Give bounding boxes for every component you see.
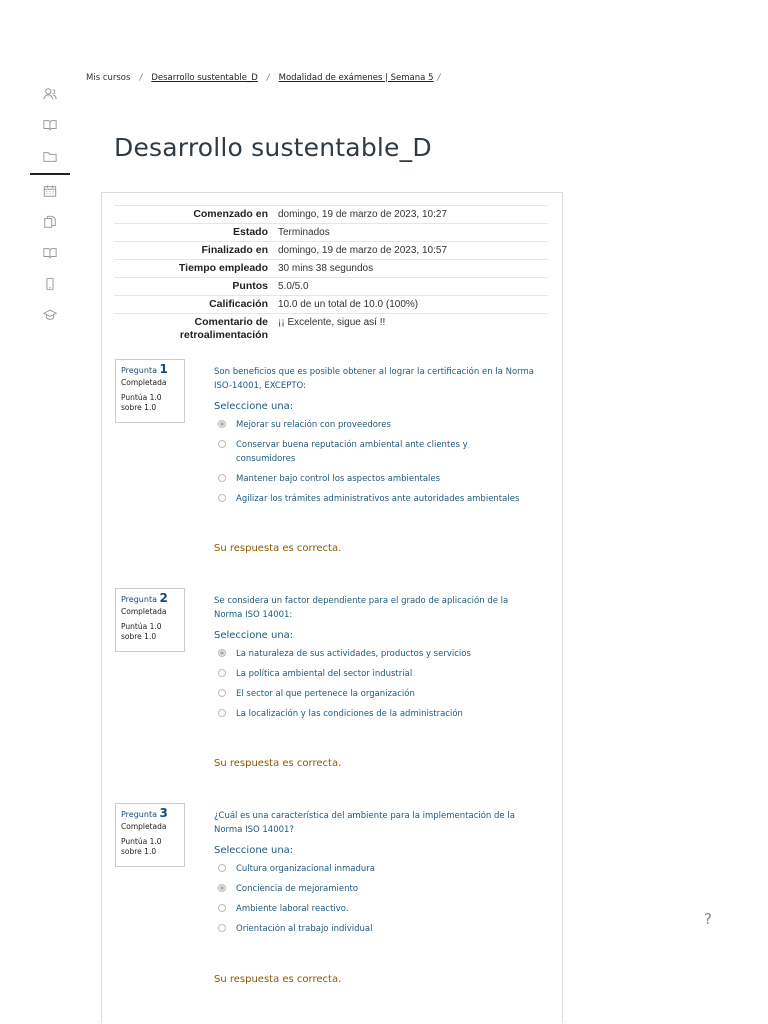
summary-value: domingo, 19 de marzo de 2023, 10:57 <box>278 242 548 260</box>
radio-button[interactable] <box>218 864 226 872</box>
summary-value: 5.0/5.0 <box>278 278 548 296</box>
calendar-button[interactable] <box>30 175 70 206</box>
calendar-icon <box>43 184 57 198</box>
participants-button[interactable] <box>30 78 70 109</box>
folder-icon <box>43 150 57 164</box>
summary-row <box>114 260 548 278</box>
page-title: Desarrollo sustentable_D <box>114 133 432 162</box>
breadcrumb-separator: / <box>139 73 143 83</box>
summary-value: domingo, 19 de marzo de 2023, 10:27 <box>278 206 548 224</box>
answer-option-label: El sector al que pertenece la organización <box>236 689 415 699</box>
library-button[interactable] <box>30 237 70 268</box>
answer-option-label: Agilizar los trámites administrativos ante autoridades ambientales <box>236 494 520 504</box>
question-text: Se considera un factor dependiente para el grado de aplicación de la Norma ISO 14001: <box>214 596 509 620</box>
answer-option[interactable] <box>214 647 534 661</box>
answer-option[interactable] <box>214 882 534 896</box>
select-one-label: Seleccione una: <box>214 401 294 412</box>
question-body <box>214 594 534 721</box>
answer-option-label: Cultura organizacional inmadura <box>236 864 375 874</box>
summary-row <box>114 206 548 224</box>
question-number <box>121 806 168 820</box>
question-number-value: 2 <box>159 591 168 605</box>
breadcrumb <box>86 73 449 83</box>
radio-button[interactable] <box>218 924 226 932</box>
question-info-box <box>115 359 185 423</box>
summary-value: ¡¡ Excelente, sigue así !! <box>278 314 548 345</box>
question-number <box>121 362 168 376</box>
answer-option[interactable] <box>214 707 534 721</box>
question-number-value: 1 <box>159 362 168 376</box>
answer-option[interactable] <box>214 472 534 486</box>
breadcrumb-section[interactable]: Modalidad de exámenes | Semana 5 <box>278 73 434 83</box>
participants-icon <box>43 87 57 101</box>
radio-button[interactable] <box>218 884 226 892</box>
radio-button[interactable] <box>218 709 226 717</box>
select-one-label: Seleccione una: <box>214 845 294 856</box>
answer-option[interactable] <box>214 492 534 506</box>
breadcrumb-separator: / <box>437 73 441 83</box>
summary-row <box>114 296 548 314</box>
help-button[interactable] <box>704 910 712 928</box>
question-text: Son beneficios que es posible obtener al lograr la certificación en la Norma ISO-14001, EXCEPTO: <box>214 367 534 391</box>
answer-option[interactable] <box>214 438 534 466</box>
my-courses-button[interactable] <box>30 299 70 330</box>
grades-button[interactable] <box>30 109 70 140</box>
summary-label: Finalizado en <box>114 242 278 260</box>
radio-button[interactable] <box>218 494 226 502</box>
question-body <box>214 365 534 506</box>
answer-option-label: La política ambiental del sector industrial <box>236 669 413 679</box>
question-feedback: Su respuesta es correcta. <box>214 974 342 985</box>
files-button[interactable] <box>30 140 70 175</box>
course-index-rail <box>30 78 70 330</box>
quiz-review-card <box>101 192 563 1023</box>
radio-button[interactable] <box>218 669 226 677</box>
summary-label: Calificación <box>114 296 278 314</box>
answer-option[interactable] <box>214 418 534 432</box>
answer-option-label: Orientación al trabajo individual <box>236 924 373 934</box>
attempt-summary-table <box>114 205 548 344</box>
question-number-value: 3 <box>159 806 168 820</box>
question-points: Puntúa 1.0 sobre 1.0 <box>121 622 162 641</box>
answer-option-label: La naturaleza de sus actividades, productos y servicios <box>236 649 471 659</box>
select-one-label: Seleccione una: <box>214 630 294 641</box>
radio-button[interactable] <box>218 420 226 428</box>
summary-row <box>114 224 548 242</box>
question-info-box <box>115 803 185 867</box>
question-feedback: Su respuesta es correcta. <box>214 543 342 554</box>
book-icon <box>43 246 57 260</box>
mobile-app-button[interactable] <box>30 268 70 299</box>
summary-label: Tiempo empleado <box>114 260 278 278</box>
summary-row <box>114 278 548 296</box>
answer-option[interactable] <box>214 922 534 936</box>
summary-label: Comenzado en <box>114 206 278 224</box>
radio-button[interactable] <box>218 440 226 448</box>
question-info-box <box>115 588 185 652</box>
answer-option-label: La localización y las condiciones de la administración <box>236 709 463 719</box>
answer-option[interactable] <box>214 667 534 681</box>
answer-option-label: Ambiente laboral reactivo. <box>236 904 349 914</box>
summary-value: 10.0 de un total de 10.0 (100%) <box>278 296 548 314</box>
radio-button[interactable] <box>218 649 226 657</box>
answer-option[interactable] <box>214 687 534 701</box>
grades-book-icon <box>43 118 57 132</box>
answer-option[interactable] <box>214 862 534 876</box>
question-feedback: Su respuesta es correcta. <box>214 758 342 769</box>
question-state: Completada <box>121 378 167 387</box>
question-mark-icon: ? <box>704 910 712 928</box>
answer-option-label: Mejorar su relación con proveedores <box>236 420 391 430</box>
content-bank-button[interactable] <box>30 206 70 237</box>
question-label: Pregunta <box>121 366 157 375</box>
answer-option-label: Conciencia de mejoramiento <box>236 884 359 894</box>
copy-icon <box>43 215 57 229</box>
summary-value: Terminados <box>278 224 548 242</box>
answer-option-label: Conservar buena reputación ambiental ante clientes y consumidores <box>236 440 468 464</box>
question-body <box>214 809 534 936</box>
question-text: ¿Cuál es una característica del ambiente para la implementación de la Norma ISO 14001? <box>214 811 515 835</box>
radio-button[interactable] <box>218 474 226 482</box>
breadcrumb-my-courses[interactable]: Mis cursos <box>86 73 131 83</box>
breadcrumb-course[interactable]: Desarrollo sustentable_D <box>151 73 258 83</box>
summary-value: 30 mins 38 segundos <box>278 260 548 278</box>
graduation-cap-icon <box>43 308 57 322</box>
summary-row <box>114 242 548 260</box>
question-points: Puntúa 1.0 sobre 1.0 <box>121 837 162 856</box>
question-points: Puntúa 1.0 sobre 1.0 <box>121 393 162 412</box>
question-label: Pregunta <box>121 595 157 604</box>
answer-option[interactable] <box>214 902 534 916</box>
radio-button[interactable] <box>218 689 226 697</box>
question-label: Pregunta <box>121 810 157 819</box>
summary-label: Puntos <box>114 278 278 296</box>
summary-row <box>114 314 548 345</box>
question-state: Completada <box>121 607 167 616</box>
answer-option-label: Mantener bajo control los aspectos ambientales <box>236 474 441 484</box>
radio-button[interactable] <box>218 904 226 912</box>
mobile-icon <box>43 277 57 291</box>
breadcrumb-separator: / <box>266 73 270 83</box>
question-state: Completada <box>121 822 167 831</box>
question-number <box>121 591 168 605</box>
summary-label: Estado <box>114 224 278 242</box>
summary-label: Comentario de retroalimentación <box>114 314 278 345</box>
